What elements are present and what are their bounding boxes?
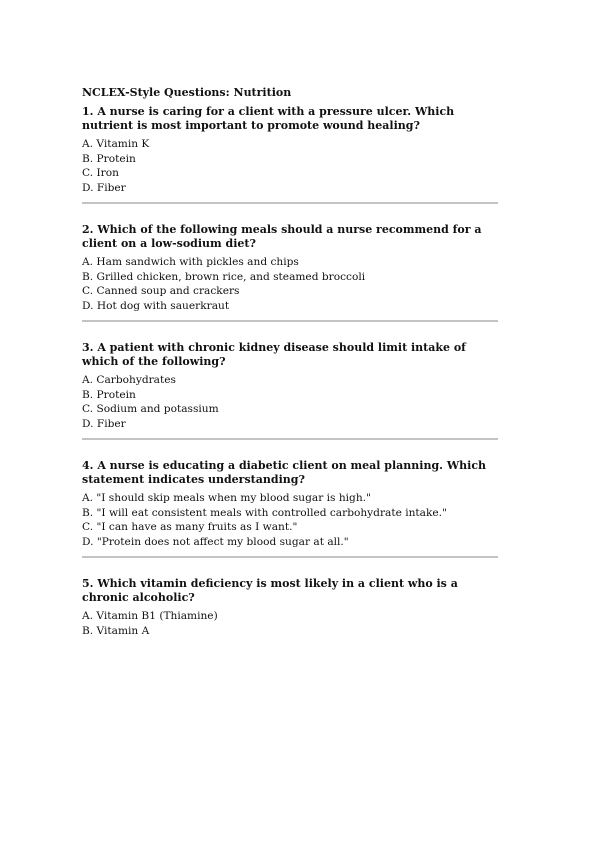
answer-options <box>82 373 498 431</box>
answer-option: B. Protein <box>82 152 136 165</box>
question-1 <box>82 105 498 195</box>
answer-option: C. Iron <box>82 167 119 179</box>
answer-option: D. Fiber <box>82 181 126 194</box>
answer-option: A. Ham sandwich with pickles and chips <box>82 256 299 268</box>
answer-options <box>82 255 498 313</box>
section-divider <box>82 438 498 440</box>
answer-options <box>82 137 498 195</box>
document-page <box>82 86 498 638</box>
section-divider <box>82 556 498 558</box>
answer-option: B. "I will eat consistent meals with controlled carbohydrate intake." <box>82 506 447 519</box>
answer-option: C. Sodium and potassium <box>82 403 219 415</box>
answer-option: B. Grilled chicken, brown rice, and steamed broccoli <box>82 270 366 283</box>
section-divider <box>82 320 498 322</box>
question-2 <box>82 223 498 313</box>
question-text: 4. A nurse is educating a diabetic client on meal planning. Which statement indicates understanding? <box>82 459 487 486</box>
answer-option: A. "I should skip meals when my blood sugar is high." <box>82 492 371 504</box>
answer-option: D. Hot dog with sauerkraut <box>82 299 230 312</box>
question-text: 1. A nurse is caring for a client with a pressure ulcer. Which nutrient is most important to promote wound healing? <box>82 105 455 132</box>
answer-option: B. Protein <box>82 388 136 401</box>
document-title: NCLEX-Style Questions: Nutrition <box>82 86 292 99</box>
question-3 <box>82 341 498 431</box>
answer-option: A. Vitamin K <box>82 138 150 150</box>
question-5 <box>82 577 498 638</box>
answer-option: D. Fiber <box>82 417 126 430</box>
answer-options <box>82 609 498 638</box>
answer-option: B. Vitamin A <box>82 624 150 637</box>
answer-option: A. Carbohydrates <box>82 374 176 386</box>
answer-option: C. Canned soup and crackers <box>82 285 240 297</box>
question-text: 2. Which of the following meals should a nurse recommend for a client on a low-sodium diet? <box>82 223 482 250</box>
answer-options <box>82 491 498 549</box>
answer-option: D. "Protein does not affect my blood sugar at all." <box>82 535 349 548</box>
answer-option: C. "I can have as many fruits as I want." <box>82 521 298 533</box>
question-4 <box>82 459 498 549</box>
question-text: 5. Which vitamin deficiency is most likely in a client who is a chronic alcoholic? <box>82 577 458 604</box>
section-divider <box>82 202 498 204</box>
question-text: 3. A patient with chronic kidney disease should limit intake of which of the following? <box>82 341 466 368</box>
answer-option: A. Vitamin B1 (Thiamine) <box>82 610 218 622</box>
